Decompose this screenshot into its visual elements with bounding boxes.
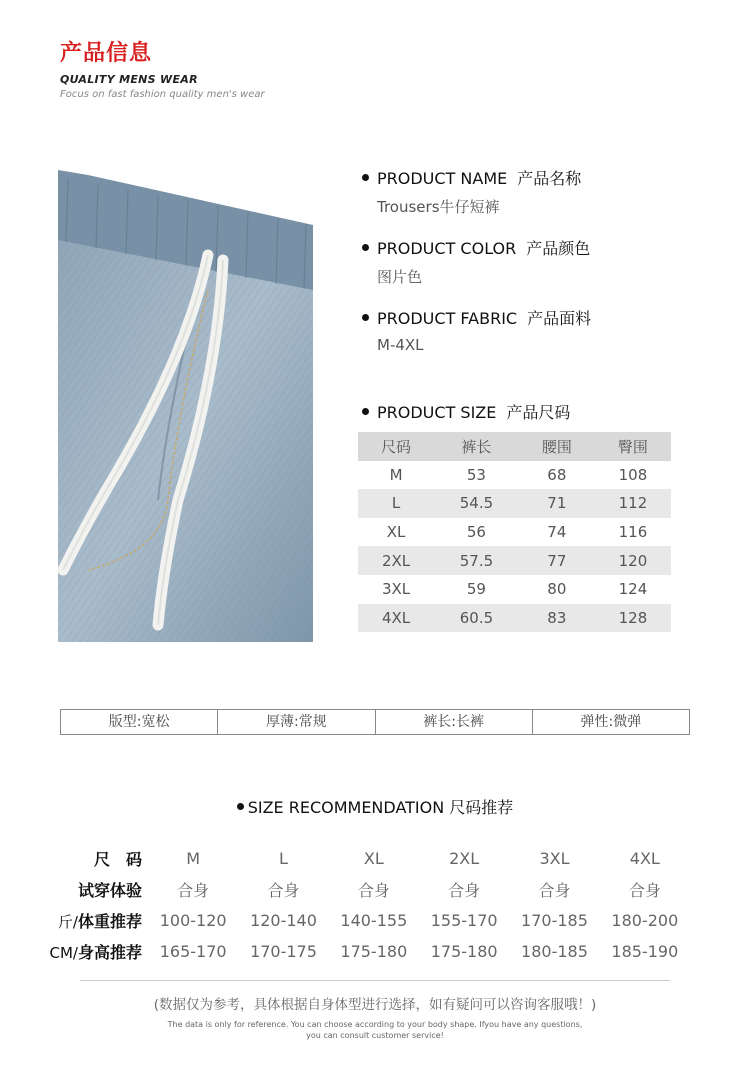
table-cell: 77: [519, 546, 595, 575]
disclaimer-en: [0, 1019, 750, 1041]
divider: [80, 980, 670, 981]
bullet-icon: [237, 803, 244, 810]
table-row: [30, 843, 690, 874]
spec-value-color: 图片色: [377, 268, 423, 286]
size-table-header: [358, 432, 671, 461]
table-cell: 120: [595, 546, 671, 575]
table-cell: 68: [547, 465, 567, 484]
table-cell: 175-180: [430, 942, 498, 961]
table-cell: 100-120: [159, 911, 227, 930]
table-row: [358, 575, 671, 604]
height-unit: CM/: [49, 944, 78, 962]
table-row: [30, 905, 690, 936]
row-label-size: 尺 码: [93, 850, 142, 869]
table-row: [358, 518, 671, 547]
table-row: [30, 874, 690, 905]
table-cell: 71: [519, 489, 595, 518]
table-cell: 合身: [628, 881, 661, 900]
header-cell: 腰围: [519, 432, 595, 461]
table-cell: 60.5: [434, 604, 519, 633]
spec-label-size: PRODUCT SIZE 产品尺码: [362, 400, 570, 423]
table-cell: 165-170: [159, 942, 227, 961]
table-cell: 140-155: [340, 911, 408, 930]
feature-length: 裤长:长裤: [376, 710, 533, 734]
table-cell: 4XL: [358, 604, 434, 633]
feature-fit: 版型:宽松: [61, 710, 218, 734]
table-cell: 180-200: [611, 911, 679, 930]
table-row: [30, 936, 690, 967]
brand-tagline: QUALITY MENS WEAR: [60, 73, 198, 86]
bullet-icon: [362, 314, 369, 321]
row-label-weight: 斤/体重推荐: [57, 912, 142, 931]
table-cell: 53: [466, 465, 486, 484]
spec-label-name: PRODUCT NAME 产品名称: [362, 166, 581, 189]
table-cell: 54.5: [434, 489, 519, 518]
table-cell: 155-170: [430, 911, 498, 930]
table-cell: 57.5: [434, 546, 519, 575]
bullet-icon: [362, 244, 369, 251]
page-title: 产品信息: [60, 41, 153, 66]
table-cell: M: [389, 465, 403, 484]
spec-value-name: Trousers牛仔短裤: [377, 198, 500, 216]
table-cell: 180-185: [521, 942, 588, 961]
table-cell: XL: [363, 849, 384, 868]
row-label-height: CM/身高推荐: [49, 943, 142, 962]
table-cell: 合身: [538, 881, 571, 900]
spec-value-fabric: M-4XL: [377, 336, 424, 354]
table-cell: 2XL: [449, 849, 480, 868]
table-cell: 175-180: [340, 942, 408, 961]
table-row: [358, 546, 671, 575]
feature-bar: [60, 709, 690, 735]
row-label-fit: 试穿体验: [77, 881, 142, 900]
spec-label-fabric: PRODUCT FABRIC 产品面料: [362, 306, 591, 329]
brand-subtitle: Focus on fast fashion quality men's wear: [60, 89, 265, 100]
weight-unit: 斤/: [57, 913, 78, 931]
table-cell: 59: [466, 580, 486, 599]
table-cell: 80: [547, 580, 567, 599]
table-cell: 合身: [177, 881, 210, 900]
table-cell: 170-185: [521, 911, 588, 930]
bullet-icon: [362, 408, 369, 415]
table-cell: 120-140: [250, 911, 317, 930]
table-cell: 74: [547, 523, 567, 542]
table-cell: 83: [519, 604, 595, 633]
recommendation-table: [30, 843, 690, 967]
table-cell: 2XL: [358, 546, 434, 575]
table-row: [358, 461, 671, 490]
table-cell: 112: [595, 489, 671, 518]
disclaimer-cn: (数据仅为参考，具体根据自身体型进行选择，如有疑问可以咨询客服哦！): [153, 997, 597, 1013]
header-cell: 尺码: [358, 432, 434, 461]
table-cell: 108: [618, 465, 648, 484]
table-cell: 170-175: [250, 942, 317, 961]
table-cell: 4XL: [629, 849, 660, 868]
table-cell: 合身: [448, 881, 481, 900]
header-cell: 裤长: [434, 432, 519, 461]
table-cell: L: [279, 849, 288, 868]
table-cell: 116: [618, 523, 648, 542]
table-cell: 124: [618, 580, 648, 599]
table-cell: 3XL: [381, 580, 411, 599]
disclaimer-en-line1: The data is only for reference. You can choose according to your body shape. Ifyou have any questions,: [167, 1020, 583, 1029]
table-cell: 56: [466, 523, 486, 542]
bullet-icon: [362, 174, 369, 181]
recommendation-title: SIZE RECOMMENDATION 尺码推荐: [0, 795, 750, 818]
product-photo: [58, 170, 313, 642]
table-cell: 185-190: [611, 942, 679, 961]
disclaimer-en-line2: you can consult customer service!: [306, 1031, 444, 1040]
size-table: [358, 432, 671, 632]
table-cell: XL: [386, 523, 406, 542]
feature-thickness: 厚薄:常规: [218, 710, 375, 734]
table-row: [358, 489, 671, 518]
table-cell: 合身: [267, 881, 300, 900]
table-cell: 128: [595, 604, 671, 633]
feature-elasticity: 弹性:微弹: [580, 714, 642, 730]
table-cell: 合身: [357, 881, 390, 900]
header-cell: 臀围: [595, 432, 671, 461]
table-row: [358, 604, 671, 633]
table-cell: 3XL: [539, 849, 570, 868]
table-cell: M: [186, 849, 201, 868]
table-cell: L: [358, 489, 434, 518]
spec-label-color: PRODUCT COLOR 产品颜色: [362, 236, 590, 259]
